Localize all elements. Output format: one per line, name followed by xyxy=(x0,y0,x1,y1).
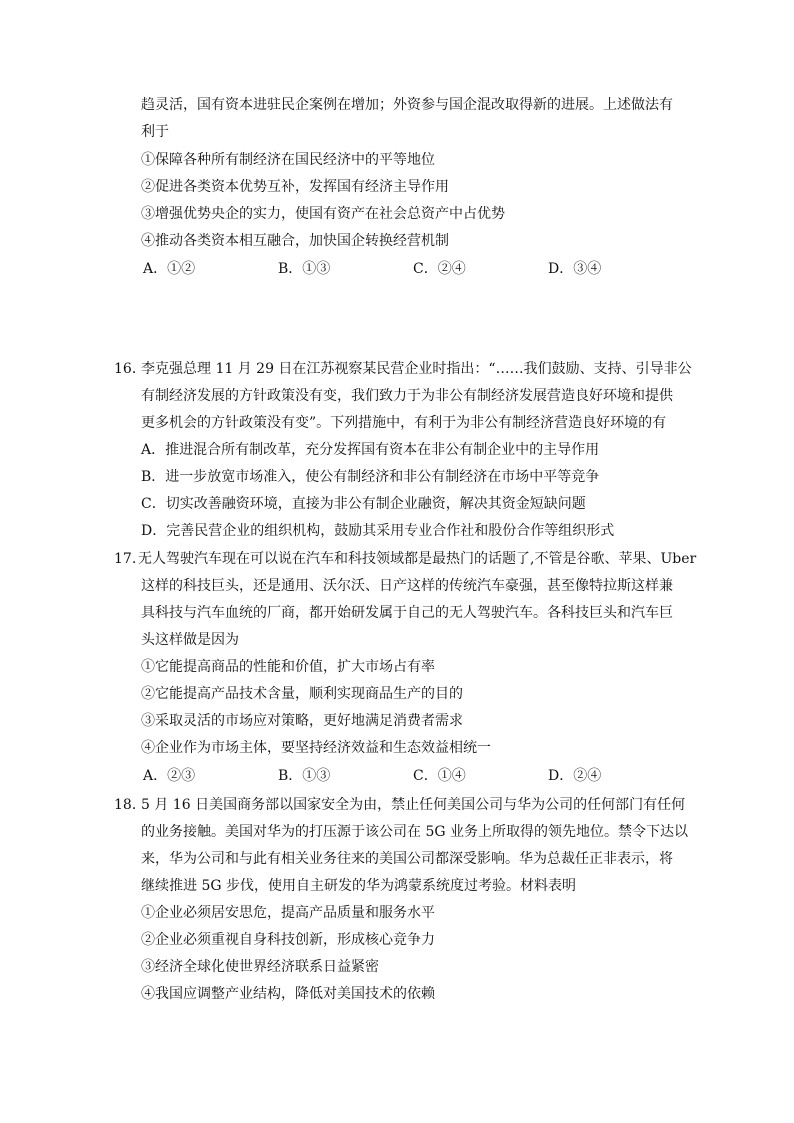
q17-option-b: B．①③ xyxy=(278,768,331,784)
q16-stem-line-2: 有制经济发展的方针政策没有变，我们致力于为非公有制经济发展营造良好环境和提供 xyxy=(141,388,673,404)
q18-stem-line-3: 来，华为公司和与此有相关业务往来的美国公司都深受影响。华为总裁任正非表示，将 xyxy=(141,851,673,867)
q17-options xyxy=(0,766,794,786)
q17-number: 17. xyxy=(114,551,137,567)
q15-options xyxy=(0,259,794,279)
q15-stem-line-2: 利于 xyxy=(141,124,169,140)
q16-choice-a: A．推进混合所有制改革，充分发挥国有资本在非公有制企业中的主导作用 xyxy=(141,442,600,458)
q18-stem-line-2: 的业务接触。美国对华为的打压源于该公司在 5G 业务上所取得的领先地位。禁令下达以 xyxy=(141,824,688,840)
q17-item-4: ④企业作为市场主体，要坚持经济效益和生态效益相统一 xyxy=(141,740,491,756)
q18-item-1: ①企业必须居安思危，提高产品质量和服务水平 xyxy=(141,905,435,921)
q17-stem-line-4: 头这样做是因为 xyxy=(141,632,239,648)
q15-option-d: D．③④ xyxy=(548,261,602,277)
q17-stem-line-1: 无人驾驶汽车现在可以说在汽车和科技领域都是最热门的话题了,不管是谷歌、苹果、Uber xyxy=(138,551,697,567)
q17-stem-line-3: 具科技与汽车血统的厂商，都开始研发属于自己的无人驾驶汽车。各科技巨头和汽车巨 xyxy=(141,605,673,621)
q18-item-4: ④我国应调整产业结构，降低对美国技术的依赖 xyxy=(141,986,435,1002)
q17-item-3: ③采取灵活的市场应对策略，更好地满足消费者需求 xyxy=(141,713,463,729)
q16-stem-line-1: 李克强总理 11 月 29 日在江苏视察某民营企业时指出：“……我们鼓励、支持、引导非公 xyxy=(141,361,692,377)
q17-item-1: ①它能提高商品的性能和价值，扩大市场占有率 xyxy=(141,659,435,675)
q15-stem-line-1: 趋灵活，国有资本进驻民企案例在增加；外资参与国企混改取得新的进展。上述做法有 xyxy=(141,97,673,113)
q15-item-1: ①保障各种所有制经济在国民经济中的平等地位 xyxy=(141,152,435,168)
q18-item-3: ③经济全球化使世界经济联系日益紧密 xyxy=(141,959,379,975)
q15-item-4: ④推动各类资本相互融合，加快国企转换经营机制 xyxy=(141,233,449,249)
q15-option-b: B．①③ xyxy=(278,261,331,277)
q17-option-a: A．②③ xyxy=(143,768,196,784)
q15-option-a: A．①② xyxy=(143,261,196,277)
q15-item-3: ③增强优势央企的实力，使国有资产在社会总资产中占优势 xyxy=(141,206,505,222)
q16-stem-line-3: 更多机会的方针政策没有变”。下列措施中，有利于为非公有制经济营造良好环境的有 xyxy=(141,415,667,431)
q17-option-c: C．①④ xyxy=(413,768,466,784)
q18-number: 18． xyxy=(114,797,146,813)
q17-item-2: ②它能提高产品技术含量，顺利实现商品生产的目的 xyxy=(141,686,463,702)
q18-stem-line-1: 5 月 16 日美国商务部以国家安全为由，禁止任何美国公司与华为公司的任何部门有任何 xyxy=(141,797,686,813)
q16-choice-c: C．切实改善融资环境，直接为非公有制企业融资，解决其资金短缺问题 xyxy=(141,496,586,512)
q17-option-d: D．②④ xyxy=(548,768,602,784)
q16-number: 16． xyxy=(114,361,146,377)
q15-option-c: C．②④ xyxy=(413,261,466,277)
q17-stem-line-2: 这样的科技巨头，还是通用、沃尔沃、日产这样的传统汽车豪强，甚至像特拉斯这样兼 xyxy=(141,578,673,594)
q16-choice-b: B．进一步放宽市场准入，使公有制经济和非公有制经济在市场中平等竞争 xyxy=(141,469,600,485)
q18-stem-line-4: 继续推进 5G 步伐，使用自主研发的华为鸿蒙系统度过考验。材料表明 xyxy=(141,878,576,894)
q18-item-2: ②企业必须重视自身科技创新，形成核心竞争力 xyxy=(141,932,435,948)
q16-choice-d: D．完善民营企业的组织机构，鼓励其采用专业合作社和股份合作等组织形式 xyxy=(141,523,615,539)
q15-item-2: ②促进各类资本优势互补，发挥国有经济主导作用 xyxy=(141,179,449,195)
